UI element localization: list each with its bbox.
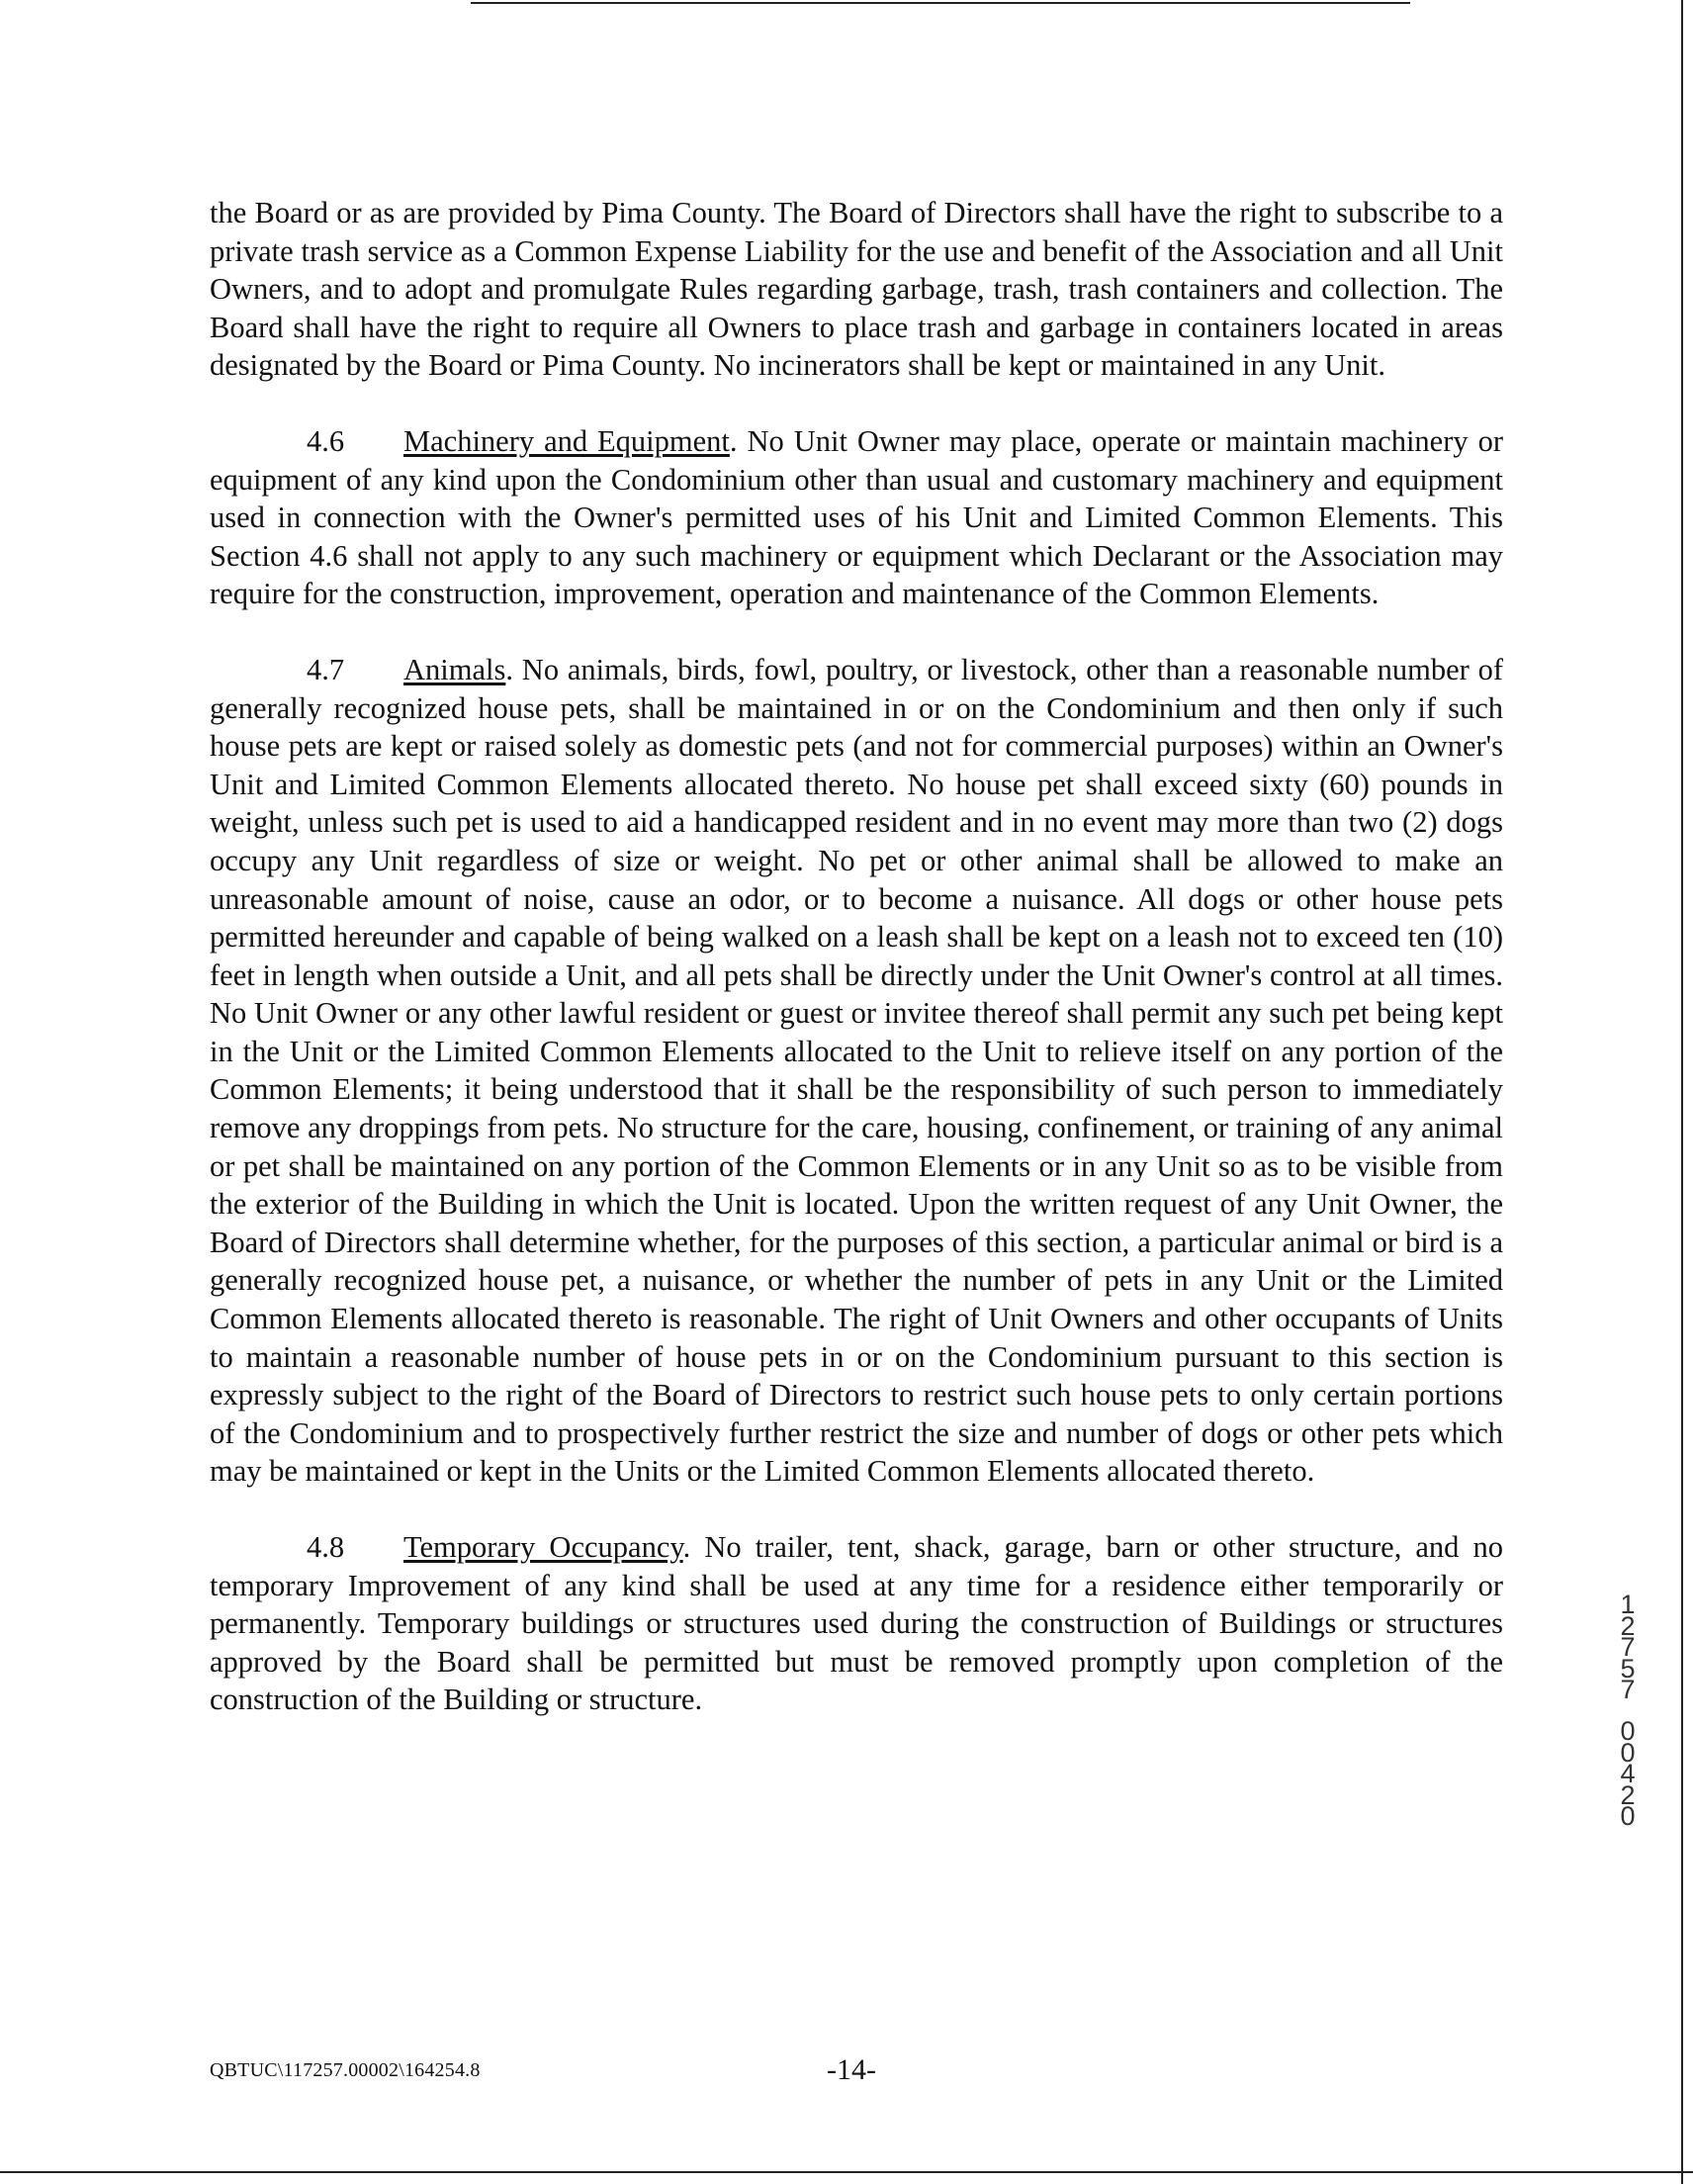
section-body: . No animals, birds, fowl, poultry, or livestock, other than a reasonable number of generally recognized house pets, shall be maintained in or on the Condominium and then only if such house pets are kept or raised solely as domestic pets (and not for commercial purposes) within an Owner's Unit and Limited Common Elements allocated thereto. No house pet shall exceed sixty (60) pounds in weight, unless such pet is used to aid a handicapped resident and in no event may more than two (2) dogs occupy any Unit regardless of size or weight. No pet or other animal shall be allowed to make an unreasonable amount of noise, cause an odor, or to become a nuisance. All dogs or other house pets permitted hereunder and capable of being walked on a leash shall be kept on a leash not to exceed ten (10) feet in length when outside a Unit, and all pets shall be directly under the Unit Owner's control at all times. No Unit Owner or any other lawful resident or guest or invitee thereof shall permit any such pet being kept in the Unit or the Limited Common Elements allocated to the Unit to relieve itself on any portion of the Common Elements; it being understood that it shall be the responsibility of such person to immediately remove any droppings from pets. No structure for the care, housing, confinement, or training of any animal or pet shall be maintained on any portion of the Common Elements or in any Unit so as to be visible from the exterior of the Building in which the Unit is located. Upon the written request of any Unit Owner, the Board of Directors shall determine whether, for the purposes of this section, a particular animal or bird is a generally recognized house pet, a nuisance, or whether the number of pets in any Unit or the Limited Common Elements allocated thereto is reasonable. The right of Unit Owners and other occupants of Units to maintain a reasonable number of house pets in or on the Condominium pursuant to this section is expressly subject to the right of the Board of Directors to restrict such house pets to only certain portions of the Condominium and to prospectively further restrict the size and number of dogs or other pets which may be maintained or kept in the Units or the Limited Common Elements allocated thereto. bbox=[210, 652, 1503, 1489]
bottom-border-line bbox=[0, 2171, 1693, 2173]
right-border-line bbox=[1681, 0, 1683, 2184]
recording-number bbox=[1616, 1590, 1640, 1832]
section-title: Temporary Occupancy bbox=[403, 1530, 683, 1564]
recording-digit: 2 bbox=[1620, 1779, 1636, 1810]
section-body: . No trailer, tent, shack, garage, barn or other structure, and no temporary Improvement of any kind shall be used at any time for a residence either temporarily or permanently. Temporary buildings or structures used during the construction of Buildings or structures approved by the Board shall be permitted but must be removed promptly upon completion of the construction of the Building or structure. bbox=[210, 1530, 1504, 1717]
section-title: Animals bbox=[403, 652, 506, 686]
recording-digit: 7 bbox=[1620, 1675, 1636, 1705]
recording-digit: 0 bbox=[1620, 1715, 1636, 1746]
section-number: 4.8 bbox=[307, 1530, 345, 1564]
recording-digit: 0 bbox=[1620, 1737, 1636, 1768]
recording-digit: 5 bbox=[1620, 1653, 1636, 1684]
section-4-6 bbox=[210, 422, 1503, 613]
footer-document-id: QBTUC\117257.00002\164254.8 bbox=[210, 2059, 481, 2081]
section-4-7 bbox=[210, 651, 1503, 1491]
section-title: Machinery and Equipment bbox=[403, 423, 730, 458]
top-border-line bbox=[471, 2, 1410, 4]
recording-digit: 4 bbox=[1620, 1759, 1636, 1789]
section-body: . No Unit Owner may place, operate or maintain machinery or equipment of any kind upon the Condominium other than usual and customary machinery and equipment used in connection with the Owner's permitted uses of his Unit and Limited Common Elements. This Section 4.6 shall not apply to any such machinery or equipment which Declarant or the Association may require for the construction, improvement, operation and maintenance of the Common Elements. bbox=[210, 423, 1503, 611]
recording-digit: 7 bbox=[1620, 1632, 1636, 1663]
recording-digit: 0 bbox=[1620, 1801, 1636, 1832]
recording-digit: 2 bbox=[1620, 1610, 1636, 1641]
document-body bbox=[210, 194, 1503, 1757]
section-number: 4.6 bbox=[307, 423, 345, 458]
section-number: 4.7 bbox=[307, 652, 345, 686]
intro-paragraph: the Board or as are provided by Pima County. The Board of Directors shall have the right to subscribe to a private trash service as a Common Expense Liability for the use and benefit of the Association and all Unit Owners, and to adopt and promulgate Rules regarding garbage, trash, trash containers and collection. The Board shall have the right to require all Owners to place trash and garbage in containers located in areas designated by the Board or Pima County. No incinerators shall be kept or maintained in any Unit. bbox=[210, 196, 1503, 383]
recording-digit: 1 bbox=[1620, 1590, 1636, 1619]
footer-page-number: -14- bbox=[827, 2053, 876, 2086]
section-4-8 bbox=[210, 1528, 1503, 1719]
